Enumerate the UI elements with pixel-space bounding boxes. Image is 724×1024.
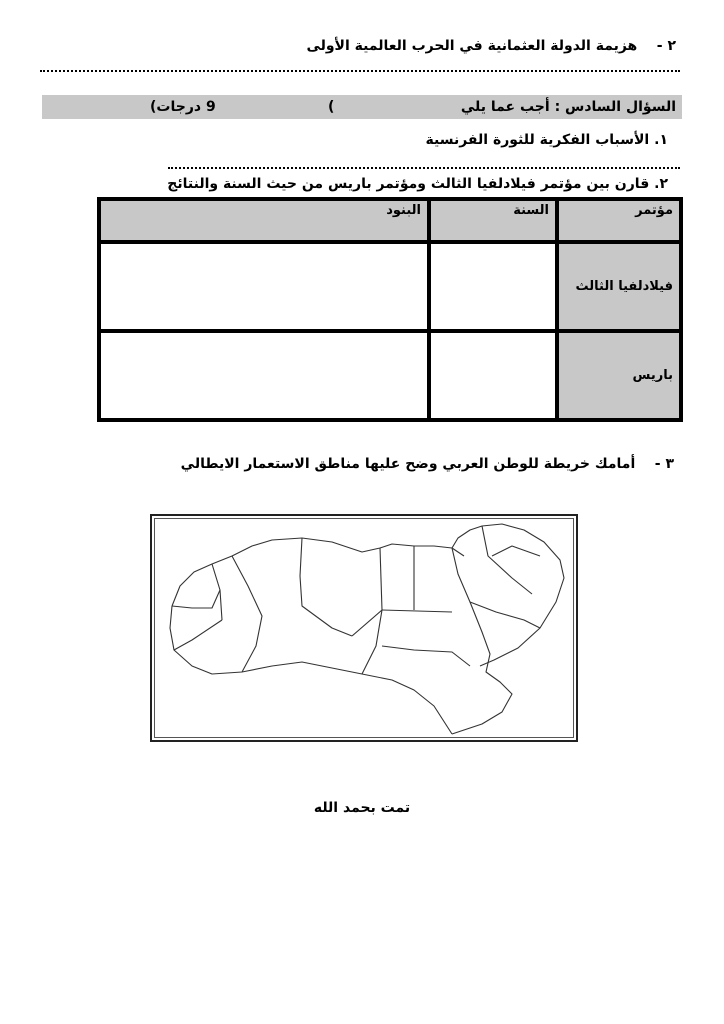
section-marks-open-paren: ( [328,99,335,115]
question-3-text: أمامك خريطة للوطن العربي وضح عليها مناطق الاستعمار الايطالي [180,456,636,472]
question-2 [306,38,676,54]
row-label-paris: باريس [557,331,681,420]
table-header-row [99,199,681,242]
section-marks: 9 درجات) [150,99,216,115]
header-conference: مؤتمر [557,199,681,242]
cell-philadelphia-terms[interactable] [99,242,429,331]
question-3 [181,456,674,472]
row-label-philadelphia: فيلادلفيا الثالث [557,242,681,331]
item-2-number: ٢. [654,176,668,192]
table-row [99,331,681,420]
answer-dotted-line[interactable] [40,70,680,72]
cell-paris-terms[interactable] [99,331,429,420]
cell-paris-year[interactable] [429,331,557,420]
arab-world-map[interactable] [150,514,578,742]
item-1-text: الأسباب الفكرية للثورة الفرنسية [425,132,650,148]
question-2-text: هزيمة الدولة العثمانية في الحرب العالمية الأولى [306,38,638,54]
item-1 [426,132,668,148]
cell-philadelphia-year[interactable] [429,242,557,331]
header-year: السنة [429,199,557,242]
question-2-number: ٢ [667,38,676,54]
question-2-dash: - [656,38,663,54]
answer-dotted-line-2[interactable] [168,167,680,169]
header-terms: البنود [99,199,429,242]
question-3-dash: - [654,456,661,472]
item-2-text: قارن بين مؤتمر فيلادلفيا الثالث ومؤتمر باريس من حيث السنة والنتائج [167,176,650,192]
item-1-number: ١. [654,132,668,148]
arab-world-map-outline [152,516,576,740]
closing-text: تمت بحمد الله [313,800,411,816]
section-title: السؤال السادس : أجب عما يلي [460,99,676,115]
comparison-table [97,197,683,422]
question-3-number: ٣ [665,456,674,472]
item-2 [167,176,668,192]
table-row [99,242,681,331]
